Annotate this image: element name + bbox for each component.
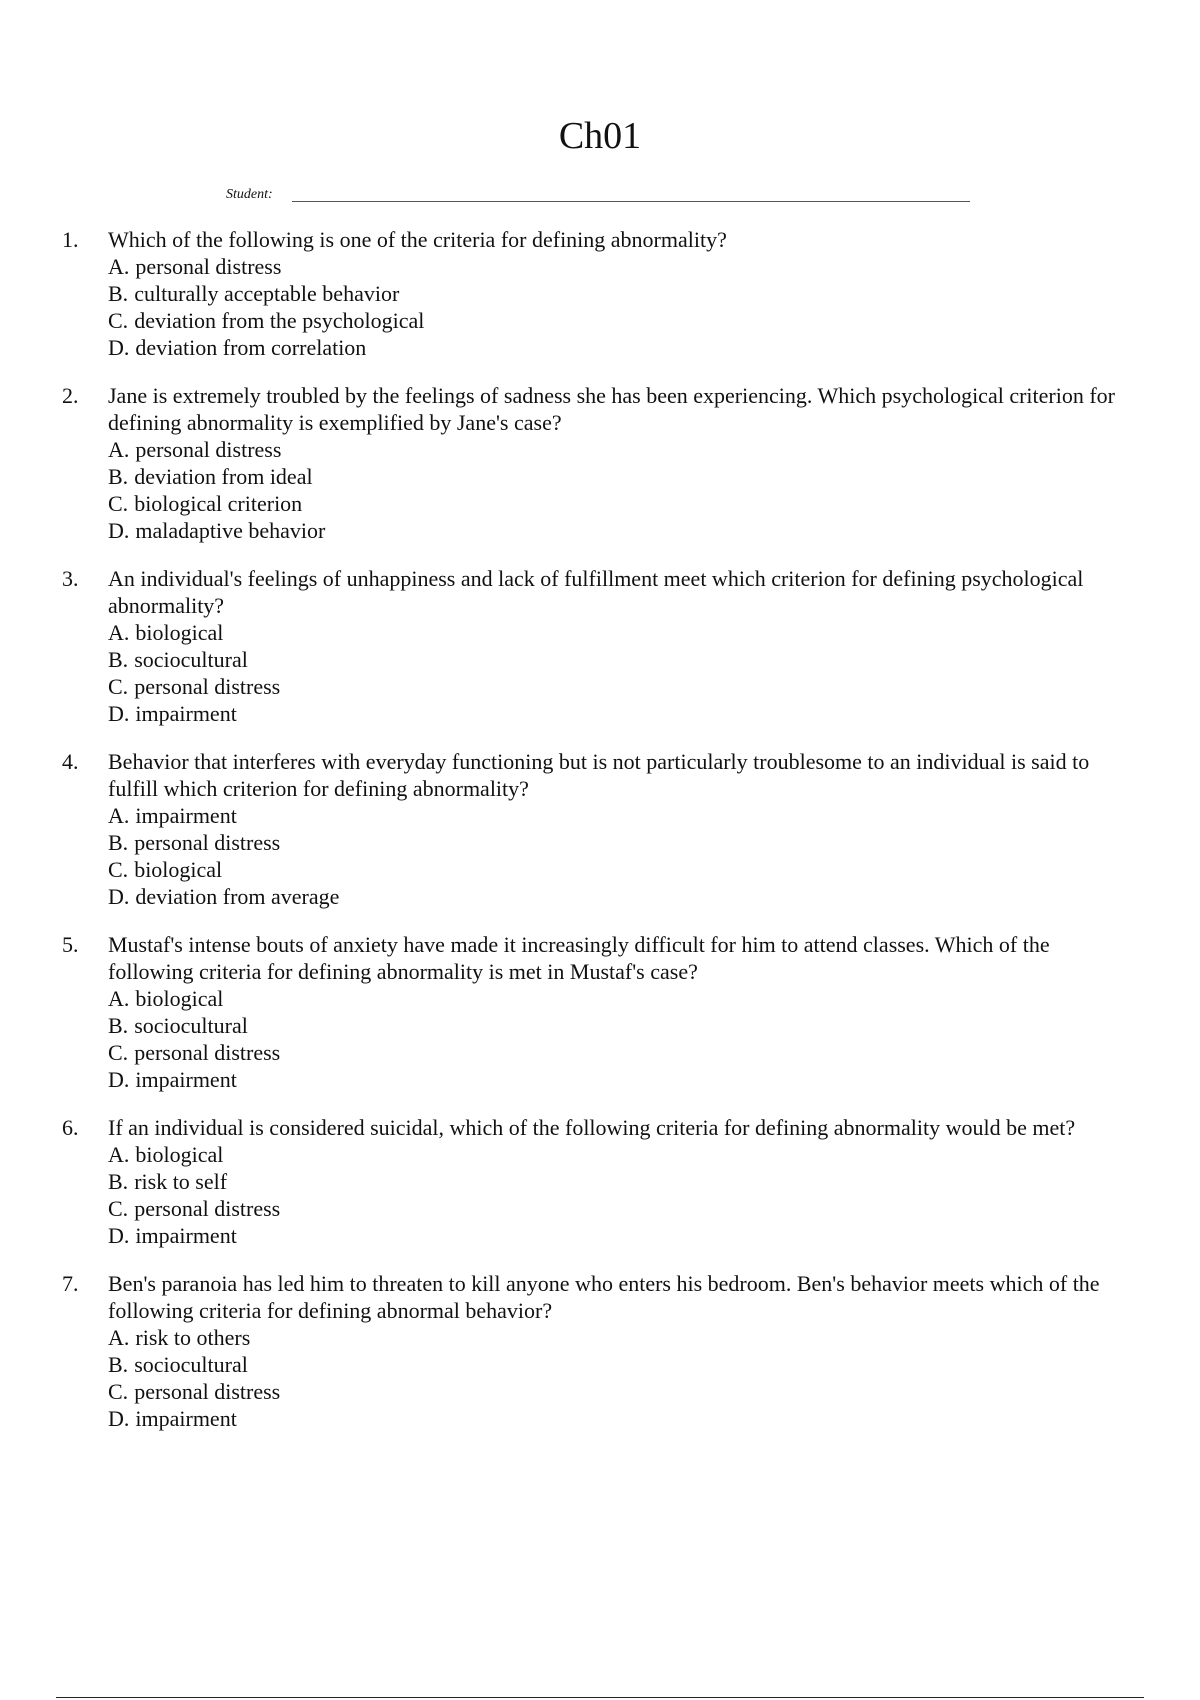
question-number: 3. — [62, 566, 79, 591]
question-text: Which of the following is one of the criteria for defining abnormality? — [108, 227, 727, 252]
option-text: biological — [134, 857, 223, 882]
option-letter: D. — [108, 518, 130, 543]
option-letter: A. — [108, 1142, 130, 1167]
option-text: personal distress — [134, 1379, 281, 1404]
option-b — [108, 1168, 1122, 1195]
question-7 — [62, 1270, 1122, 1432]
option-text: impairment — [135, 1406, 237, 1431]
option-letter: B. — [108, 464, 129, 489]
option-c — [108, 1039, 1122, 1066]
option-a — [108, 985, 1122, 1012]
option-text: impairment — [135, 701, 237, 726]
option-d — [108, 883, 1122, 910]
option-text: risk to self — [134, 1169, 228, 1194]
option-a — [108, 1324, 1122, 1351]
option-c — [108, 307, 1122, 334]
option-letter: B. — [108, 281, 129, 306]
option-d — [108, 334, 1122, 361]
option-c — [108, 490, 1122, 517]
question-2 — [62, 382, 1122, 544]
option-letter: A. — [108, 254, 130, 279]
option-text: sociocultural — [134, 1352, 248, 1377]
question-number: 6. — [62, 1115, 79, 1140]
option-letter: B. — [108, 1352, 129, 1377]
option-list — [108, 985, 1122, 1093]
option-text: personal distress — [134, 674, 281, 699]
option-d — [108, 1066, 1122, 1093]
option-letter: C. — [108, 1040, 129, 1065]
question-number: 4. — [62, 749, 79, 774]
option-b — [108, 463, 1122, 490]
option-letter: A. — [108, 803, 130, 828]
option-text: personal distress — [135, 437, 282, 462]
question-number: 1. — [62, 227, 79, 252]
option-text: deviation from correlation — [135, 335, 367, 360]
option-text: impairment — [135, 1067, 237, 1092]
option-text: biological criterion — [134, 491, 303, 516]
option-d — [108, 700, 1122, 727]
option-b — [108, 646, 1122, 673]
option-letter: D. — [108, 1406, 130, 1431]
question-text: Behavior that interferes with everyday functioning but is not particularly troublesome to an individual is said to fulfill which criterion for defining abnormality? — [108, 749, 1090, 801]
option-list — [108, 253, 1122, 361]
page-title: Ch01 — [558, 115, 642, 157]
option-a — [108, 619, 1122, 646]
option-letter: C. — [108, 308, 129, 333]
option-text: impairment — [135, 803, 237, 828]
option-b — [108, 829, 1122, 856]
option-list — [108, 1141, 1122, 1249]
option-letter: D. — [108, 1067, 130, 1092]
option-text: biological — [135, 1142, 224, 1167]
question-1 — [62, 226, 1122, 361]
question-number: 2. — [62, 383, 79, 408]
question-text: Jane is extremely troubled by the feelings of sadness she has been experiencing. Which psychological criterion for defining abnormality is exemplified by Jane's case? — [108, 383, 1115, 435]
student-label: Student: — [226, 187, 273, 202]
student-field — [226, 183, 972, 205]
option-text: culturally acceptable behavior — [134, 281, 400, 306]
option-c — [108, 1378, 1122, 1405]
question-number: 7. — [62, 1271, 79, 1296]
option-a — [108, 436, 1122, 463]
question-4 — [62, 748, 1122, 910]
question-6 — [62, 1114, 1122, 1249]
option-letter: A. — [108, 986, 130, 1011]
option-text: personal distress — [134, 830, 281, 855]
question-text: Mustaf's intense bouts of anxiety have made it increasingly difficult for him to attend classes. Which of the following criteria for defining abnormality is met in Mustaf's case? — [108, 932, 1050, 984]
question-list — [62, 226, 1122, 1453]
option-letter: B. — [108, 1013, 129, 1038]
option-d — [108, 517, 1122, 544]
option-text: personal distress — [134, 1040, 281, 1065]
option-a — [108, 253, 1122, 280]
option-letter: D. — [108, 1223, 130, 1248]
option-letter: D. — [108, 884, 130, 909]
option-letter: A. — [108, 620, 130, 645]
option-text: personal distress — [135, 254, 282, 279]
option-text: biological — [135, 986, 224, 1011]
option-list — [108, 802, 1122, 910]
student-name-line[interactable] — [292, 201, 970, 202]
option-b — [108, 1012, 1122, 1039]
option-letter: A. — [108, 1325, 130, 1350]
question-text: An individual's feelings of unhappiness and lack of fulfillment meet which criterion for defining psychological abnormality? — [108, 566, 1084, 618]
option-letter: C. — [108, 857, 129, 882]
option-text: impairment — [135, 1223, 237, 1248]
option-letter: B. — [108, 647, 129, 672]
bottom-rule — [56, 1697, 1144, 1698]
option-list — [108, 619, 1122, 727]
option-text: risk to others — [135, 1325, 251, 1350]
question-text: If an individual is considered suicidal, which of the following criteria for defining abnormality would be met? — [108, 1115, 1076, 1140]
option-letter: C. — [108, 491, 129, 516]
option-c — [108, 673, 1122, 700]
option-letter: A. — [108, 437, 130, 462]
option-text: deviation from the psychological — [134, 308, 425, 333]
option-letter: D. — [108, 701, 130, 726]
option-letter: B. — [108, 830, 129, 855]
option-text: sociocultural — [134, 1013, 248, 1038]
option-list — [108, 436, 1122, 544]
option-b — [108, 280, 1122, 307]
option-a — [108, 802, 1122, 829]
option-letter: C. — [108, 674, 129, 699]
option-d — [108, 1222, 1122, 1249]
option-c — [108, 1195, 1122, 1222]
question-text: Ben's paranoia has led him to threaten to kill anyone who enters his bedroom. Ben's behavior meets which of the following criteria for defining abnormal behavior? — [108, 1271, 1100, 1323]
option-text: maladaptive behavior — [135, 518, 326, 543]
option-b — [108, 1351, 1122, 1378]
option-a — [108, 1141, 1122, 1168]
option-text: deviation from average — [135, 884, 340, 909]
option-text: biological — [135, 620, 224, 645]
question-3 — [62, 565, 1122, 727]
question-5 — [62, 931, 1122, 1093]
option-letter: C. — [108, 1196, 129, 1221]
question-number: 5. — [62, 932, 79, 957]
option-c — [108, 856, 1122, 883]
option-list — [108, 1324, 1122, 1432]
option-letter: C. — [108, 1379, 129, 1404]
option-d — [108, 1405, 1122, 1432]
option-letter: B. — [108, 1169, 129, 1194]
option-text: sociocultural — [134, 647, 248, 672]
option-text: personal distress — [134, 1196, 281, 1221]
option-text: deviation from ideal — [134, 464, 313, 489]
option-letter: D. — [108, 335, 130, 360]
